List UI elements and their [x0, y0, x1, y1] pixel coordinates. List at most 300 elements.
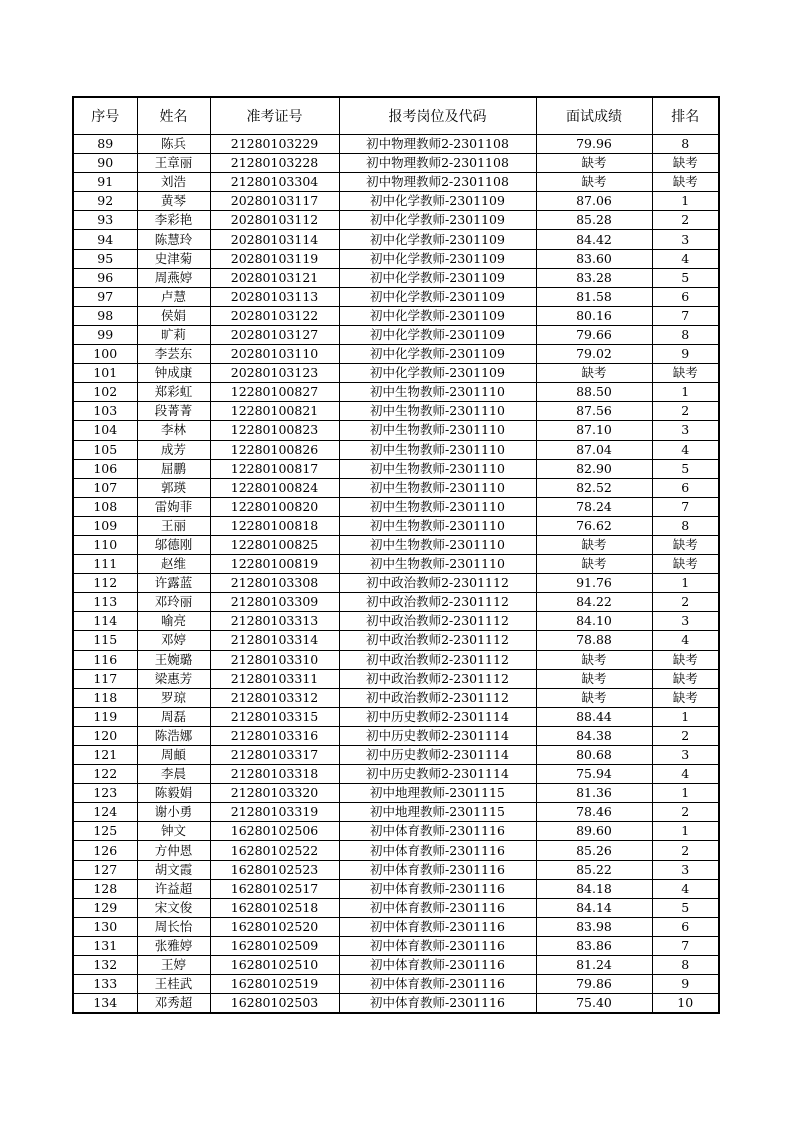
- table-row: [73, 287, 719, 306]
- cell-name: 段菁菁: [137, 402, 210, 421]
- cell-position-code: 初中生物教师-2301110: [339, 516, 536, 535]
- cell-serial-number: 101: [73, 364, 137, 383]
- cell-serial-number: 103: [73, 402, 137, 421]
- cell-name: 李晨: [137, 765, 210, 784]
- table-row: [73, 784, 719, 803]
- table-row: [73, 230, 719, 249]
- cell-interview-score: 75.40: [536, 994, 652, 1014]
- score-table: [72, 96, 720, 1014]
- cell-rank: 8: [652, 325, 719, 344]
- cell-exam-id: 12280100820: [210, 497, 339, 516]
- cell-rank: 缺考: [652, 688, 719, 707]
- cell-rank: 9: [652, 345, 719, 364]
- cell-position-code: 初中地理教师-2301115: [339, 784, 536, 803]
- cell-serial-number: 108: [73, 497, 137, 516]
- cell-name: 赵维: [137, 555, 210, 574]
- cell-interview-score: 80.68: [536, 746, 652, 765]
- cell-position-code: 初中化学教师-2301109: [339, 325, 536, 344]
- cell-rank: 3: [652, 612, 719, 631]
- cell-position-code: 初中体育教师-2301116: [339, 860, 536, 879]
- cell-rank: 6: [652, 478, 719, 497]
- cell-rank: 7: [652, 497, 719, 516]
- cell-rank: 3: [652, 421, 719, 440]
- cell-rank: 8: [652, 956, 719, 975]
- cell-rank: 6: [652, 917, 719, 936]
- cell-rank: 2: [652, 402, 719, 421]
- table-row: [73, 268, 719, 287]
- cell-rank: 4: [652, 440, 719, 459]
- table-row: [73, 173, 719, 192]
- cell-position-code: 初中化学教师-2301109: [339, 230, 536, 249]
- cell-rank: 1: [652, 383, 719, 402]
- cell-position-code: 初中生物教师-2301110: [339, 497, 536, 516]
- cell-serial-number: 94: [73, 230, 137, 249]
- cell-position-code: 初中历史教师2-2301114: [339, 746, 536, 765]
- cell-position-code: 初中体育教师-2301116: [339, 994, 536, 1014]
- cell-serial-number: 102: [73, 383, 137, 402]
- cell-name: 郭瑛: [137, 478, 210, 497]
- cell-serial-number: 130: [73, 917, 137, 936]
- cell-position-code: 初中地理教师-2301115: [339, 803, 536, 822]
- cell-exam-id: 12280100827: [210, 383, 339, 402]
- table-row: [73, 746, 719, 765]
- cell-name: 邓婷: [137, 631, 210, 650]
- cell-position-code: 初中化学教师-2301109: [339, 287, 536, 306]
- cell-serial-number: 118: [73, 688, 137, 707]
- cell-exam-id: 21280103318: [210, 765, 339, 784]
- cell-interview-score: 88.50: [536, 383, 652, 402]
- header-position-code: 报考岗位及代码: [339, 97, 536, 135]
- cell-interview-score: 82.90: [536, 459, 652, 478]
- cell-position-code: 初中体育教师-2301116: [339, 917, 536, 936]
- cell-interview-score: 缺考: [536, 669, 652, 688]
- cell-name: 罗琼: [137, 688, 210, 707]
- table-row: [73, 765, 719, 784]
- cell-exam-id: 21280103319: [210, 803, 339, 822]
- cell-serial-number: 97: [73, 287, 137, 306]
- cell-exam-id: 12280100817: [210, 459, 339, 478]
- cell-exam-id: 16280102510: [210, 956, 339, 975]
- cell-exam-id: 21280103228: [210, 154, 339, 173]
- cell-name: 周燕婷: [137, 268, 210, 287]
- cell-rank: 缺考: [652, 669, 719, 688]
- cell-serial-number: 132: [73, 956, 137, 975]
- cell-exam-id: 21280103308: [210, 574, 339, 593]
- cell-position-code: 初中物理教师2-2301108: [339, 135, 536, 154]
- cell-interview-score: 80.16: [536, 306, 652, 325]
- cell-exam-id: 21280103229: [210, 135, 339, 154]
- cell-rank: 4: [652, 879, 719, 898]
- table-row: [73, 669, 719, 688]
- cell-interview-score: 88.44: [536, 707, 652, 726]
- table-row: [73, 726, 719, 745]
- cell-interview-score: 78.46: [536, 803, 652, 822]
- cell-rank: 1: [652, 707, 719, 726]
- cell-exam-id: 21280103313: [210, 612, 339, 631]
- cell-interview-score: 85.26: [536, 841, 652, 860]
- cell-name: 周长怡: [137, 917, 210, 936]
- cell-exam-id: 21280103312: [210, 688, 339, 707]
- cell-position-code: 初中化学教师-2301109: [339, 211, 536, 230]
- cell-rank: 缺考: [652, 173, 719, 192]
- cell-name: 邓玲丽: [137, 593, 210, 612]
- header-interview-score: 面试成绩: [536, 97, 652, 135]
- cell-position-code: 初中政治教师2-2301112: [339, 650, 536, 669]
- cell-rank: 2: [652, 803, 719, 822]
- cell-interview-score: 85.28: [536, 211, 652, 230]
- cell-exam-id: 20280103122: [210, 306, 339, 325]
- cell-position-code: 初中化学教师-2301109: [339, 249, 536, 268]
- cell-serial-number: 104: [73, 421, 137, 440]
- cell-name: 雷姁菲: [137, 497, 210, 516]
- cell-exam-id: 20280103123: [210, 364, 339, 383]
- cell-exam-id: 20280103113: [210, 287, 339, 306]
- cell-interview-score: 81.36: [536, 784, 652, 803]
- cell-exam-id: 20280103119: [210, 249, 339, 268]
- cell-serial-number: 113: [73, 593, 137, 612]
- cell-rank: 3: [652, 746, 719, 765]
- cell-exam-id: 12280100826: [210, 440, 339, 459]
- cell-name: 宋文俊: [137, 898, 210, 917]
- table-row: [73, 306, 719, 325]
- cell-exam-id: 16280102523: [210, 860, 339, 879]
- cell-rank: 1: [652, 574, 719, 593]
- cell-exam-id: 16280102509: [210, 936, 339, 955]
- cell-interview-score: 89.60: [536, 822, 652, 841]
- cell-rank: 8: [652, 516, 719, 535]
- cell-name: 周頔: [137, 746, 210, 765]
- table-row: [73, 956, 719, 975]
- cell-name: 陈兵: [137, 135, 210, 154]
- cell-exam-id: 20280103112: [210, 211, 339, 230]
- cell-exam-id: 12280100824: [210, 478, 339, 497]
- cell-serial-number: 96: [73, 268, 137, 287]
- cell-exam-id: 21280103315: [210, 707, 339, 726]
- cell-position-code: 初中体育教师-2301116: [339, 822, 536, 841]
- cell-position-code: 初中化学教师-2301109: [339, 192, 536, 211]
- cell-serial-number: 105: [73, 440, 137, 459]
- cell-rank: 缺考: [652, 555, 719, 574]
- table-row: [73, 516, 719, 535]
- cell-name: 邓秀超: [137, 994, 210, 1014]
- cell-serial-number: 93: [73, 211, 137, 230]
- cell-name: 周磊: [137, 707, 210, 726]
- cell-name: 王婷: [137, 956, 210, 975]
- cell-exam-id: 16280102506: [210, 822, 339, 841]
- table-row: [73, 364, 719, 383]
- table-row: [73, 555, 719, 574]
- cell-name: 郑彩虹: [137, 383, 210, 402]
- table-row: [73, 803, 719, 822]
- cell-name: 王章丽: [137, 154, 210, 173]
- cell-serial-number: 117: [73, 669, 137, 688]
- cell-interview-score: 87.06: [536, 192, 652, 211]
- cell-exam-id: 20280103117: [210, 192, 339, 211]
- cell-position-code: 初中化学教师-2301109: [339, 306, 536, 325]
- cell-name: 刘浩: [137, 173, 210, 192]
- cell-rank: 4: [652, 631, 719, 650]
- cell-rank: 7: [652, 936, 719, 955]
- cell-interview-score: 缺考: [536, 650, 652, 669]
- cell-rank: 6: [652, 287, 719, 306]
- header-rank: 排名: [652, 97, 719, 135]
- table-row: [73, 612, 719, 631]
- cell-interview-score: 81.24: [536, 956, 652, 975]
- cell-rank: 1: [652, 192, 719, 211]
- cell-serial-number: 124: [73, 803, 137, 822]
- cell-position-code: 初中体育教师-2301116: [339, 898, 536, 917]
- table-row: [73, 975, 719, 994]
- cell-exam-id: 20280103110: [210, 345, 339, 364]
- cell-interview-score: 83.86: [536, 936, 652, 955]
- cell-position-code: 初中历史教师2-2301114: [339, 726, 536, 745]
- table-row: [73, 593, 719, 612]
- cell-name: 王丽: [137, 516, 210, 535]
- cell-rank: 2: [652, 211, 719, 230]
- cell-serial-number: 122: [73, 765, 137, 784]
- cell-exam-id: 12280100825: [210, 535, 339, 554]
- cell-serial-number: 127: [73, 860, 137, 879]
- cell-serial-number: 100: [73, 345, 137, 364]
- cell-serial-number: 89: [73, 135, 137, 154]
- cell-serial-number: 115: [73, 631, 137, 650]
- cell-interview-score: 82.52: [536, 478, 652, 497]
- cell-exam-id: 21280103316: [210, 726, 339, 745]
- cell-serial-number: 114: [73, 612, 137, 631]
- cell-position-code: 初中物理教师2-2301108: [339, 173, 536, 192]
- cell-exam-id: 16280102522: [210, 841, 339, 860]
- cell-serial-number: 112: [73, 574, 137, 593]
- cell-serial-number: 133: [73, 975, 137, 994]
- cell-name: 钟成康: [137, 364, 210, 383]
- cell-serial-number: 131: [73, 936, 137, 955]
- cell-serial-number: 129: [73, 898, 137, 917]
- header-serial-number: 序号: [73, 97, 137, 135]
- cell-rank: 缺考: [652, 364, 719, 383]
- table-row: [73, 650, 719, 669]
- cell-exam-id: 21280103309: [210, 593, 339, 612]
- table-row: [73, 688, 719, 707]
- cell-rank: 7: [652, 306, 719, 325]
- table-body: [73, 135, 719, 1014]
- cell-position-code: 初中化学教师-2301109: [339, 364, 536, 383]
- cell-name: 陈慧玲: [137, 230, 210, 249]
- cell-interview-score: 85.22: [536, 860, 652, 879]
- cell-serial-number: 111: [73, 555, 137, 574]
- cell-name: 黄琴: [137, 192, 210, 211]
- cell-name: 胡文霞: [137, 860, 210, 879]
- cell-position-code: 初中化学教师-2301109: [339, 345, 536, 364]
- cell-position-code: 初中政治教师2-2301112: [339, 669, 536, 688]
- cell-rank: 5: [652, 268, 719, 287]
- cell-interview-score: 91.76: [536, 574, 652, 593]
- cell-interview-score: 83.98: [536, 917, 652, 936]
- table-row: [73, 994, 719, 1014]
- cell-exam-id: 12280100823: [210, 421, 339, 440]
- cell-serial-number: 125: [73, 822, 137, 841]
- cell-rank: 1: [652, 784, 719, 803]
- cell-interview-score: 78.24: [536, 497, 652, 516]
- cell-interview-score: 84.18: [536, 879, 652, 898]
- cell-rank: 3: [652, 860, 719, 879]
- cell-name: 卢慧: [137, 287, 210, 306]
- header-exam-id: 准考证号: [210, 97, 339, 135]
- cell-name: 喻亮: [137, 612, 210, 631]
- cell-name: 王婉璐: [137, 650, 210, 669]
- table-header: [73, 97, 719, 135]
- cell-position-code: 初中生物教师-2301110: [339, 555, 536, 574]
- cell-name: 李芸东: [137, 345, 210, 364]
- cell-interview-score: 84.22: [536, 593, 652, 612]
- cell-position-code: 初中体育教师-2301116: [339, 956, 536, 975]
- cell-serial-number: 98: [73, 306, 137, 325]
- cell-interview-score: 84.38: [536, 726, 652, 745]
- cell-interview-score: 缺考: [536, 688, 652, 707]
- table-row: [73, 440, 719, 459]
- cell-name: 许露蓝: [137, 574, 210, 593]
- table-row: [73, 192, 719, 211]
- table-row: [73, 631, 719, 650]
- cell-position-code: 初中体育教师-2301116: [339, 936, 536, 955]
- cell-name: 陈浩娜: [137, 726, 210, 745]
- cell-rank: 2: [652, 593, 719, 612]
- cell-interview-score: 84.10: [536, 612, 652, 631]
- cell-position-code: 初中政治教师2-2301112: [339, 688, 536, 707]
- cell-position-code: 初中化学教师-2301109: [339, 268, 536, 287]
- cell-rank: 2: [652, 726, 719, 745]
- cell-name: 史津菊: [137, 249, 210, 268]
- cell-serial-number: 116: [73, 650, 137, 669]
- cell-exam-id: 20280103127: [210, 325, 339, 344]
- cell-position-code: 初中政治教师2-2301112: [339, 593, 536, 612]
- cell-exam-id: 16280102503: [210, 994, 339, 1014]
- cell-position-code: 初中政治教师2-2301112: [339, 612, 536, 631]
- cell-interview-score: 79.66: [536, 325, 652, 344]
- table-row: [73, 383, 719, 402]
- cell-interview-score: 75.94: [536, 765, 652, 784]
- cell-position-code: 初中体育教师-2301116: [339, 841, 536, 860]
- cell-name: 张雅婷: [137, 936, 210, 955]
- cell-name: 许益超: [137, 879, 210, 898]
- cell-rank: 1: [652, 822, 719, 841]
- table-row: [73, 478, 719, 497]
- table-row: [73, 707, 719, 726]
- cell-rank: 缺考: [652, 650, 719, 669]
- table-row: [73, 879, 719, 898]
- cell-position-code: 初中政治教师2-2301112: [339, 631, 536, 650]
- cell-interview-score: 87.10: [536, 421, 652, 440]
- cell-interview-score: 83.28: [536, 268, 652, 287]
- table-row: [73, 402, 719, 421]
- cell-exam-id: 16280102519: [210, 975, 339, 994]
- cell-exam-id: 12280100818: [210, 516, 339, 535]
- header-row: [73, 97, 719, 135]
- cell-exam-id: 21280103317: [210, 746, 339, 765]
- cell-name: 谢小勇: [137, 803, 210, 822]
- cell-exam-id: 21280103304: [210, 173, 339, 192]
- table-row: [73, 249, 719, 268]
- cell-interview-score: 缺考: [536, 535, 652, 554]
- cell-interview-score: 缺考: [536, 173, 652, 192]
- cell-interview-score: 缺考: [536, 555, 652, 574]
- cell-name: 钟文: [137, 822, 210, 841]
- table-row: [73, 459, 719, 478]
- cell-serial-number: 128: [73, 879, 137, 898]
- cell-serial-number: 91: [73, 173, 137, 192]
- cell-serial-number: 121: [73, 746, 137, 765]
- cell-rank: 9: [652, 975, 719, 994]
- cell-serial-number: 119: [73, 707, 137, 726]
- cell-rank: 缺考: [652, 535, 719, 554]
- cell-position-code: 初中政治教师2-2301112: [339, 574, 536, 593]
- table-row: [73, 898, 719, 917]
- cell-exam-id: 21280103320: [210, 784, 339, 803]
- table-row: [73, 154, 719, 173]
- cell-interview-score: 缺考: [536, 154, 652, 173]
- cell-name: 旷莉: [137, 325, 210, 344]
- cell-rank: 缺考: [652, 154, 719, 173]
- cell-rank: 8: [652, 135, 719, 154]
- cell-interview-score: 76.62: [536, 516, 652, 535]
- cell-serial-number: 120: [73, 726, 137, 745]
- cell-serial-number: 99: [73, 325, 137, 344]
- cell-name: 李林: [137, 421, 210, 440]
- cell-position-code: 初中生物教师-2301110: [339, 421, 536, 440]
- cell-name: 李彩艳: [137, 211, 210, 230]
- table-row: [73, 535, 719, 554]
- cell-exam-id: 21280103310: [210, 650, 339, 669]
- cell-interview-score: 79.96: [536, 135, 652, 154]
- cell-position-code: 初中生物教师-2301110: [339, 478, 536, 497]
- table-row: [73, 917, 719, 936]
- cell-position-code: 初中生物教师-2301110: [339, 440, 536, 459]
- cell-position-code: 初中生物教师-2301110: [339, 383, 536, 402]
- cell-exam-id: 16280102517: [210, 879, 339, 898]
- cell-interview-score: 87.04: [536, 440, 652, 459]
- header-name: 姓名: [137, 97, 210, 135]
- cell-name: 屈鹏: [137, 459, 210, 478]
- cell-interview-score: 79.86: [536, 975, 652, 994]
- cell-interview-score: 78.88: [536, 631, 652, 650]
- cell-rank: 3: [652, 230, 719, 249]
- cell-serial-number: 109: [73, 516, 137, 535]
- cell-name: 成芳: [137, 440, 210, 459]
- cell-position-code: 初中体育教师-2301116: [339, 975, 536, 994]
- cell-serial-number: 95: [73, 249, 137, 268]
- table-row: [73, 860, 719, 879]
- cell-interview-score: 缺考: [536, 364, 652, 383]
- cell-serial-number: 106: [73, 459, 137, 478]
- table-row: [73, 497, 719, 516]
- cell-name: 侯娟: [137, 306, 210, 325]
- cell-exam-id: 20280103114: [210, 230, 339, 249]
- cell-interview-score: 79.02: [536, 345, 652, 364]
- cell-serial-number: 90: [73, 154, 137, 173]
- table-row: [73, 822, 719, 841]
- cell-rank: 10: [652, 994, 719, 1014]
- cell-name: 陈毅娟: [137, 784, 210, 803]
- cell-exam-id: 21280103311: [210, 669, 339, 688]
- cell-position-code: 初中生物教师-2301110: [339, 402, 536, 421]
- table-row: [73, 421, 719, 440]
- cell-serial-number: 126: [73, 841, 137, 860]
- cell-serial-number: 123: [73, 784, 137, 803]
- cell-exam-id: 12280100819: [210, 555, 339, 574]
- cell-rank: 5: [652, 898, 719, 917]
- cell-position-code: 初中生物教师-2301110: [339, 459, 536, 478]
- cell-serial-number: 110: [73, 535, 137, 554]
- cell-rank: 2: [652, 841, 719, 860]
